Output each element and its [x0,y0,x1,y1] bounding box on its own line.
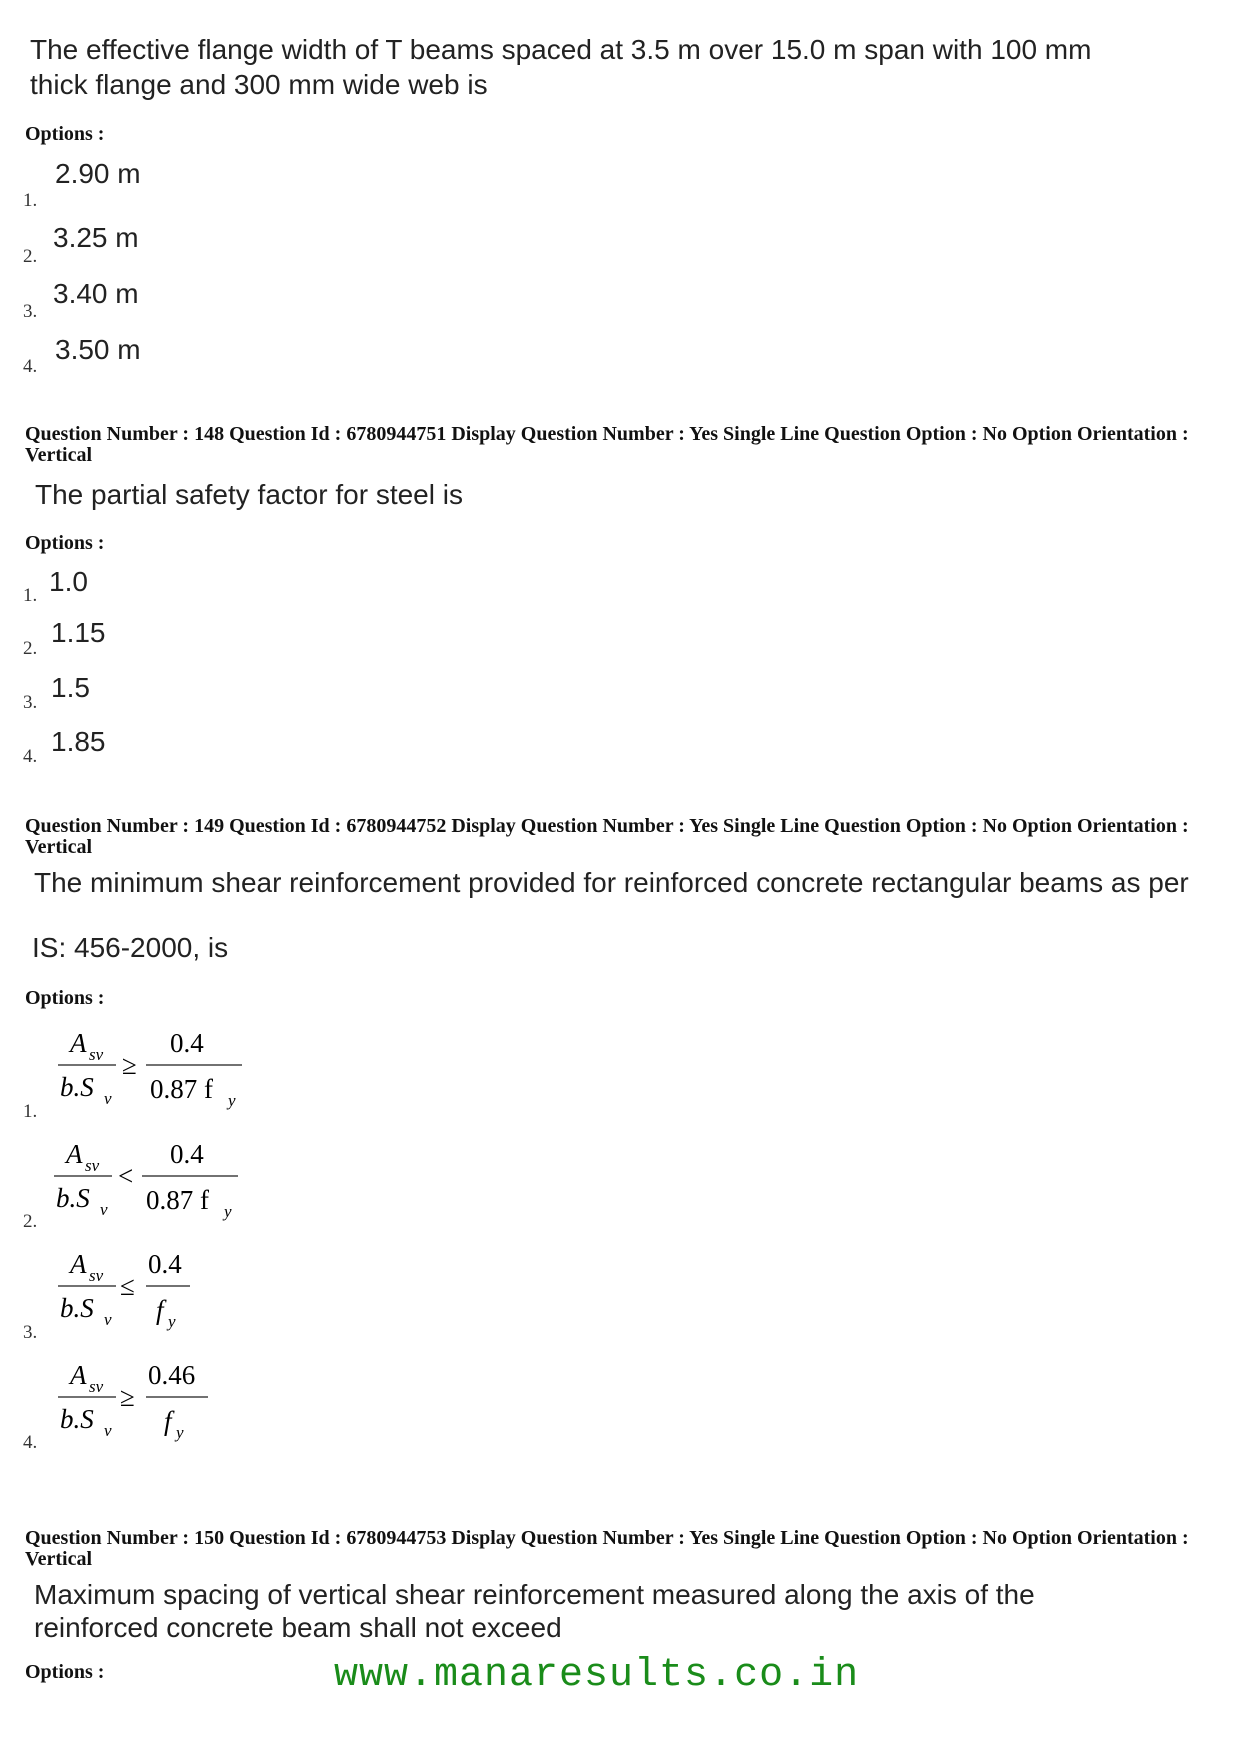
q148-text: The partial safety factor for steel is [35,479,463,510]
q148-option-2-number: 2. [23,638,38,659]
q147-option-2[interactable]: 3.25 m [53,222,139,253]
q147-option-4-number: 4. [23,356,38,377]
svg-text:0.4: 0.4 [148,1249,182,1279]
svg-text:sv: sv [89,1266,104,1285]
q147-option-2-number: 2. [23,246,38,267]
svg-text:sv: sv [89,1377,104,1396]
q149-option-4-formula[interactable] [54,1354,224,1442]
q148-option-2[interactable]: 1.15 [51,617,106,648]
svg-text:sv: sv [85,1156,100,1175]
svg-text:A: A [70,1360,87,1390]
svg-text:b.S: b.S [60,1072,94,1102]
q148-option-3-number: 3. [23,692,38,713]
q149-option-3-number: 3. [23,1322,38,1343]
svg-text:sv: sv [89,1045,104,1064]
svg-text:≤: ≤ [120,1271,135,1301]
q148-option-1-number: 1. [23,585,38,606]
q150-options-label: Options : [25,1661,105,1683]
q150-text-line2: reinforced concrete beam shall not exceed [34,1612,562,1643]
q150-meta: Question Number : 150 Question Id : 6780944753 Display Question Number : Yes Single Line Question Option : No Option Orientation : Vertical [25,1527,1189,1570]
q150-text-line1: Maximum spacing of vertical shear reinforcement measured along the axis of the [34,1579,1035,1610]
svg-text:v: v [104,1310,112,1329]
q148-meta: Question Number : 148 Question Id : 6780944751 Display Question Number : Yes Single Line Question Option : No Option Orientation : Vertical [25,423,1189,466]
q148-option-1[interactable]: 1.0 [49,566,88,597]
svg-text:A: A [66,1139,83,1169]
svg-text:v: v [104,1421,112,1440]
svg-text:f: f [156,1295,164,1325]
svg-text:b.S: b.S [60,1404,94,1434]
q149-options-label: Options : [25,987,105,1009]
q149-text-line2: IS: 456-2000, is [32,932,229,963]
svg-text:y: y [228,1091,236,1110]
q149-option-4-number: 4. [23,1432,38,1453]
q147-text-line1: The effective flange width of T beams spaced at 3.5 m over 15.0 m span with 100 mm [30,34,1092,65]
q149-option-3-formula[interactable] [54,1243,214,1331]
q147-text-line2: thick flange and 300 mm wide web is [30,69,488,100]
svg-text:y: y [168,1312,176,1331]
q147-option-3[interactable]: 3.40 m [53,278,139,309]
q149-option-1-formula[interactable] [50,1022,250,1110]
svg-text:0.4: 0.4 [170,1139,204,1169]
q149-option-2-formula[interactable] [46,1133,246,1221]
q147-options-label: Options : [25,123,105,145]
svg-text:≥: ≥ [120,1382,135,1412]
svg-text:b.S: b.S [60,1293,94,1323]
q147-option-4[interactable]: 3.50 m [55,334,141,365]
svg-text:y: y [224,1202,232,1221]
q149-text-line1: The minimum shear reinforcement provided for reinforced concrete rectangular beams as per [34,867,1189,898]
q148-option-3[interactable]: 1.5 [51,672,90,703]
q148-options-label: Options : [25,532,105,554]
svg-text:0.87 f: 0.87 f [146,1185,209,1215]
svg-text:≥: ≥ [122,1050,137,1080]
svg-text:A: A [70,1028,87,1058]
svg-text:0.4: 0.4 [170,1028,204,1058]
svg-text:f: f [164,1406,172,1436]
q149-meta: Question Number : 149 Question Id : 6780944752 Display Question Number : Yes Single Line Question Option : No Option Orientation : Vertical [25,815,1189,858]
svg-text:b.S: b.S [56,1183,90,1213]
q147-option-3-number: 3. [23,301,38,322]
svg-text:y: y [176,1423,184,1442]
q147-option-1-number: 1. [23,190,38,211]
footer-url: www.manaresults.co.in [334,1653,860,1698]
q148-option-4[interactable]: 1.85 [51,726,106,757]
q149-option-1-number: 1. [23,1101,38,1122]
svg-text:v: v [104,1089,112,1108]
q147-option-1[interactable]: 2.90 m [55,158,141,189]
svg-text:<: < [118,1161,134,1191]
svg-text:v: v [100,1200,108,1219]
svg-text:0.46: 0.46 [148,1360,196,1390]
q149-option-2-number: 2. [23,1211,38,1232]
svg-text:A: A [70,1249,87,1279]
svg-text:0.87 f: 0.87 f [150,1074,213,1104]
q148-option-4-number: 4. [23,746,38,767]
